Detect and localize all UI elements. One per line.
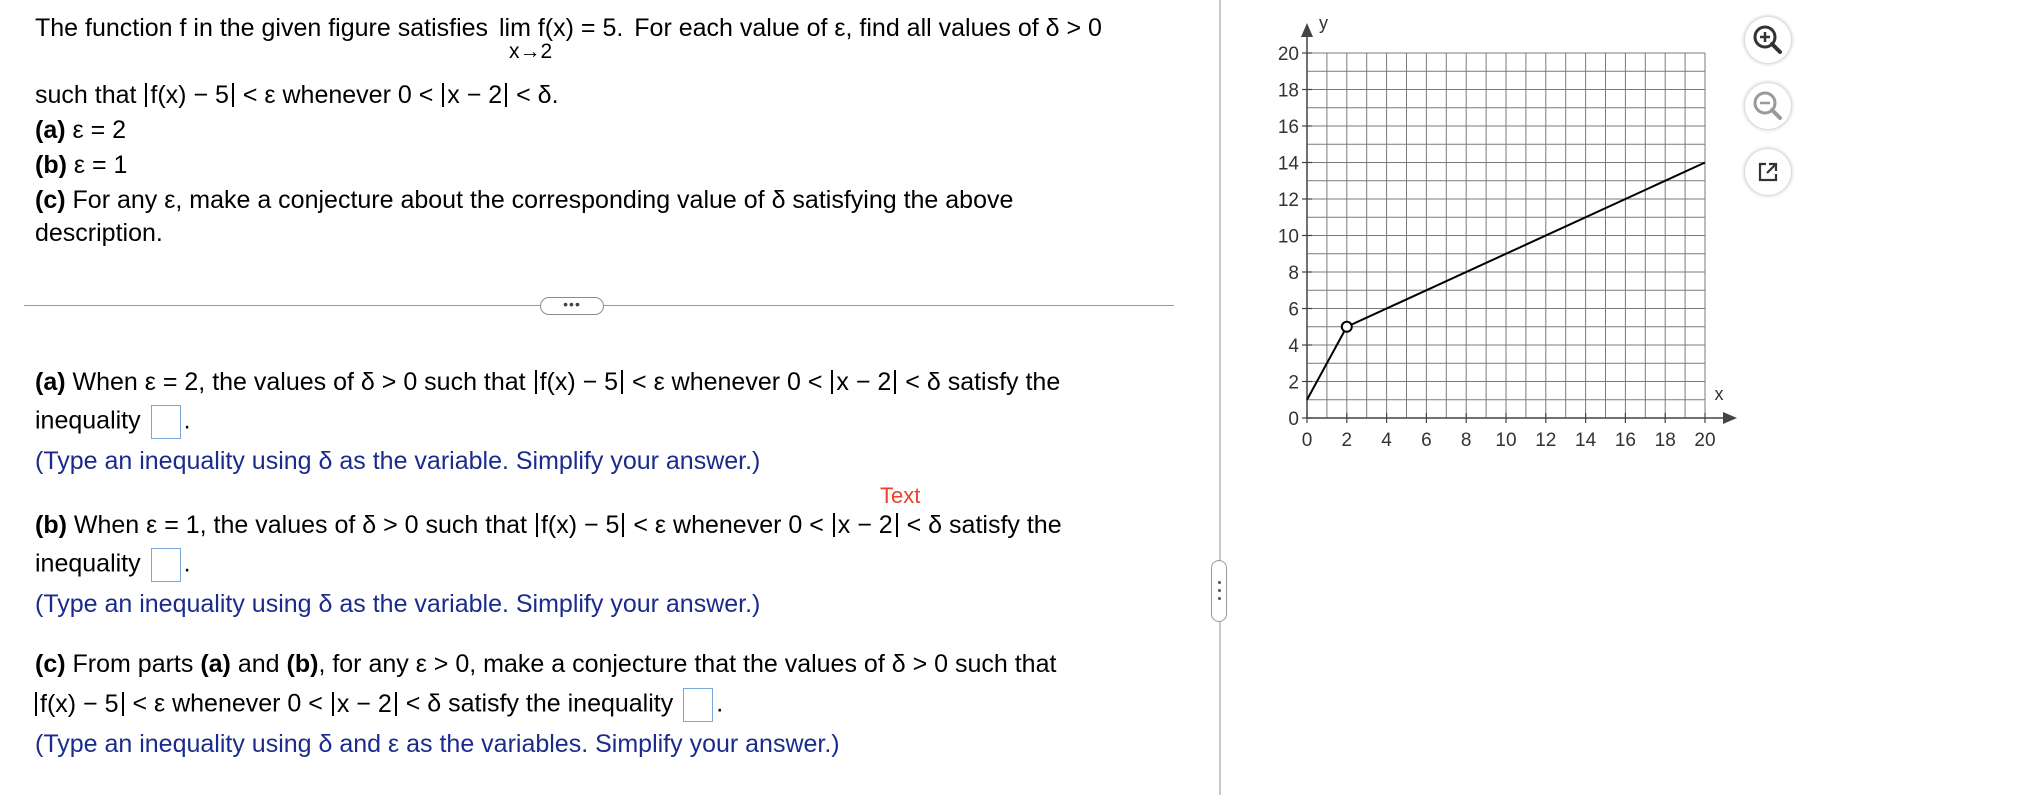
- x-tick-label: 14: [1575, 430, 1597, 451]
- x-tick-label: 12: [1535, 430, 1557, 451]
- open-point-marker: [1342, 322, 1352, 332]
- x-tick-label: 8: [1460, 430, 1472, 451]
- y-axis-label: y: [1319, 13, 1328, 33]
- limit-subscript: x→2: [508, 40, 553, 63]
- answer-a-hint: (Type an inequality using δ as the variable. Simplify your answer.): [35, 447, 761, 475]
- x-tick-label: 10: [1495, 430, 1517, 451]
- figure-pane: [1222, 0, 2034, 795]
- y-tick-label: 18: [1277, 80, 1299, 102]
- abs-x-minus-2: x − 2: [833, 513, 898, 537]
- abs-x-minus-2: x − 2: [442, 83, 507, 107]
- x-tick-label: 6: [1421, 430, 1432, 451]
- problem-part-a: (a) ε = 2: [35, 116, 127, 144]
- y-tick-label: 4: [1288, 336, 1299, 357]
- problem-line-1: The function f in the given figure satisfies lim f(x) = 5. x→2 For each value of ε, find all values of δ > 0: [35, 14, 1102, 63]
- y-tick-label: 10: [1277, 226, 1299, 248]
- y-tick-label: 20: [1277, 44, 1299, 65]
- zoom-in-icon: [1745, 17, 1791, 63]
- answer-b-input[interactable]: [151, 548, 181, 582]
- abs-fx-minus-5: f(x) − 5: [535, 370, 624, 394]
- problem-part-b: (b) ε = 1: [35, 151, 128, 179]
- external-link-icon: [1745, 149, 1791, 195]
- x-tick-label: 4: [1381, 430, 1392, 451]
- y-tick-label: 8: [1288, 263, 1299, 284]
- y-tick-label: 0: [1288, 409, 1299, 430]
- problem-line-2: such that f(x) − 5 < ε whenever 0 < x − 2 < δ.: [35, 81, 559, 109]
- answer-c-input[interactable]: [683, 688, 713, 722]
- problem-part-c: (c) For any ε, make a conjecture about the corresponding value of δ satisfying the above: [35, 186, 1014, 214]
- answer-c-hint: (Type an inequality using δ and ε as the variables. Simplify your answer.): [35, 730, 840, 758]
- problem-part-c-line-2: description.: [35, 219, 163, 247]
- y-tick-label: 2: [1288, 372, 1299, 394]
- popout-button[interactable]: [1745, 149, 1791, 195]
- y-tick-label: 12: [1277, 190, 1299, 211]
- zoom-out-button[interactable]: [1745, 83, 1791, 129]
- abs-x-minus-2: x − 2: [332, 692, 397, 716]
- text-hint-label: Text: [880, 483, 921, 508]
- x-tick-label: 0: [1301, 430, 1313, 451]
- x-axis-arrow: [1723, 412, 1737, 424]
- y-tick-label: 14: [1277, 153, 1299, 175]
- answer-a-line-1: (a) When ε = 2, the values of δ > 0 such that f(x) − 5 < ε whenever 0 < x − 2 < δ satisfy the: [35, 368, 1061, 396]
- abs-fx-minus-5: f(x) − 5: [536, 513, 625, 537]
- zoom-in-button[interactable]: [1745, 17, 1791, 63]
- abs-fx-minus-5: f(x) − 5: [35, 692, 124, 716]
- abs-x-minus-2: x − 2: [831, 370, 896, 394]
- abs-fx-minus-5: f(x) − 5: [145, 83, 234, 107]
- x-axis-label: x: [1714, 384, 1724, 404]
- x-tick-label: 20: [1694, 430, 1716, 451]
- function-graph: [1222, 0, 1722, 490]
- answer-a-input[interactable]: [151, 405, 181, 439]
- x-tick-label: 16: [1614, 430, 1636, 451]
- expand-more-button[interactable]: •••: [540, 297, 604, 315]
- zoom-out-icon: [1745, 83, 1791, 129]
- y-tick-label: 16: [1277, 117, 1299, 138]
- answer-b-hint: (Type an inequality using δ as the variable. Simplify your answer.): [35, 590, 761, 618]
- x-tick-label: 18: [1654, 430, 1676, 451]
- answer-c-line-2: f(x) − 5 < ε whenever 0 < x − 2 < δ satisfy the inequality .: [35, 688, 723, 722]
- answer-b-line-1: (b) When ε = 1, the values of δ > 0 such that f(x) − 5 < ε whenever 0 < x − 2 < δ satisfy the: [35, 511, 1062, 539]
- y-axis-arrow: [1301, 23, 1313, 37]
- x-tick-label: 2: [1341, 430, 1353, 451]
- limit-expression: lim f(x) = 5. x→2: [498, 14, 624, 63]
- answer-b-line-2: inequality .: [35, 548, 191, 582]
- answer-c-line-1: (c) From parts (a) and (b), for any ε > 0, make a conjecture that the values of δ > 0 such that: [35, 650, 1057, 678]
- y-tick-label: 6: [1288, 299, 1299, 321]
- pane-divider: [1219, 0, 1221, 795]
- answer-a-line-2: inequality .: [35, 405, 191, 439]
